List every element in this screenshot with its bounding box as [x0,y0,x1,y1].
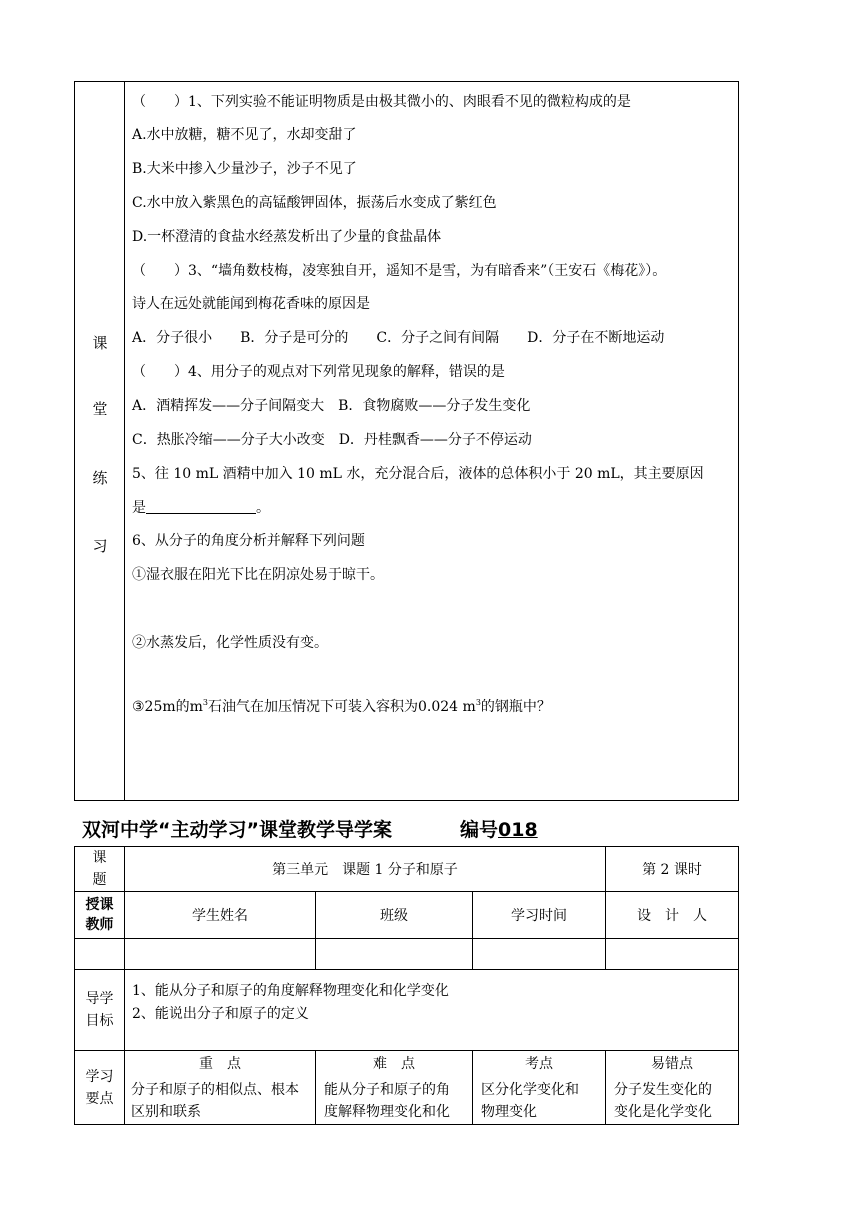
side-char-3: 练 [92,469,108,487]
difficulty-cell [315,1050,473,1125]
q5-line2 [132,499,270,517]
number-label: 编号 [459,819,498,841]
side-char-4: 习 [92,537,108,555]
q6-item-3 [132,694,551,716]
study-time-label: 学习时间 [511,908,567,924]
topic-label-cell [74,846,125,892]
q6-item3-part3: 的钢瓶中？ [480,699,551,715]
teacher-label: 授课教师 [85,897,114,933]
points-label-cell [74,1050,125,1125]
q6-item-1: ①湿衣服在阳光下比在阴凉处易于晾干。 [132,567,384,583]
q5-answer-blank[interactable] [146,499,256,514]
q1-option-a: A.水中放糖，糖不见了，水却变甜了 [132,127,357,143]
difficulty-line2: 度解释物理变化和化 [324,1104,450,1120]
error-prone-line1: 分子发生变化的 [614,1082,712,1098]
q6-item-2: ②水蒸发后，化学性质没有变。 [132,635,328,651]
lesson-cell [605,846,739,892]
study-time-header [472,891,606,939]
class-header [315,891,473,939]
q5-line1: 5、往 10 mL 酒精中加入 10 mL 水，充分混合后，液体的总体积小于 20 mL，其主要原因 [132,466,704,482]
goals-cell [124,969,739,1051]
error-prone-cell [605,1050,739,1125]
q1-option-c: C.水中放入紫黑色的高锰酸钾固体，振荡后水变成了紫红色 [132,195,497,211]
worksheet-heading [82,815,538,842]
key-point-line1: 分子和原子的相似点、根本 [131,1082,299,1098]
q4-options-row2: C．热胀冷缩——分子大小改变 D．丹桂飘香——分子不停运动 [132,432,532,448]
goal-1: 1、能从分子和原子的角度解释物理变化和化学变化 [132,983,449,999]
lesson-number: 第 2 课时 [642,862,702,878]
q4-stem: （ ）4、用分子的观点对下列常见现象的解释，错误的是 [132,364,505,380]
q5-prefix: 是 [132,500,146,516]
q1-option-d: D.一杯澄清的食盐水经蒸发析出了少量的食盐晶体 [132,229,442,245]
goal-label: 导学目标 [85,991,114,1029]
exam-point-cell [472,1050,606,1125]
class-label: 班级 [380,908,408,924]
q3-stem-line2: 诗人在远处就能闻到梅花香味的原因是 [132,296,370,312]
class-field[interactable] [315,938,473,970]
number-value: 018 [498,819,538,841]
difficulty-header: 难 点 [373,1056,415,1072]
points-label: 学习要点 [85,1068,114,1107]
side-char-1: 课 [92,334,108,352]
practice-side-cell [75,82,125,800]
designer-field[interactable] [605,938,739,970]
q6-item3-part1: ③25m的m [132,699,203,715]
worksheet-title: 双河中学“主动学习”课堂教学导学案 [82,819,392,841]
study-time-field[interactable] [472,938,606,970]
lesson-info-table [74,846,739,1125]
topic-label: 课题 [92,850,107,888]
q6-item3-part2: 石油气在加压情况下可装入容积为0.024 m [208,699,476,715]
difficulty-line1: 能从分子和原子的角 [324,1082,450,1098]
q6-stem: 6、从分子的角度分析并解释下列问题 [132,533,365,549]
teacher-value-cell[interactable] [74,938,125,970]
goal-2: 2、能说出分子和原子的定义 [132,1006,309,1022]
exam-point-line1: 区分化学变化和 [481,1082,579,1098]
exam-point-line2: 物理变化 [481,1104,537,1120]
topic-value: 第三单元 课题 1 分子和原子 [272,862,458,878]
error-prone-line2: 变化是化学变化 [614,1104,712,1120]
student-name-header [124,891,316,939]
student-name-label: 学生姓名 [192,908,248,924]
student-name-field[interactable] [124,938,316,970]
q6-item3-sup1: 3 [202,698,209,707]
practice-table [74,81,739,801]
side-char-2: 堂 [92,400,108,418]
q1-option-b: B.大米中掺入少量沙子，沙子不见了 [132,161,357,177]
key-point-header: 重 点 [199,1056,241,1072]
designer-label: 设 计 人 [637,908,707,924]
teacher-label-cell [74,891,125,939]
topic-value-cell [124,846,606,892]
key-point-line2: 区别和联系 [131,1104,201,1120]
q3-options: A．分子很小 B．分子是可分的 C．分子之间有间隔 D．分子在不断地运动 [132,330,665,346]
exam-point-header: 考点 [525,1056,553,1072]
q3-stem-line1: （ ）3、“墙角数枝梅，凌寒独自开，遥知不是雪，为有暗香来”（王安石《梅花》）。 [132,263,667,279]
q5-suffix: 。 [256,500,270,516]
key-point-cell [124,1050,316,1125]
goal-label-cell [74,969,125,1051]
error-prone-header: 易错点 [651,1056,693,1072]
q1-stem: （ ）1、下列实验不能证明物质是由极其微小的、肉眼看不见的微粒构成的是 [132,94,631,110]
q6-item3-sup2: 3 [475,698,481,707]
designer-header [605,891,739,939]
q4-options-row1: A．酒精挥发——分子间隔变大 B．食物腐败——分子发生变化 [132,398,531,414]
